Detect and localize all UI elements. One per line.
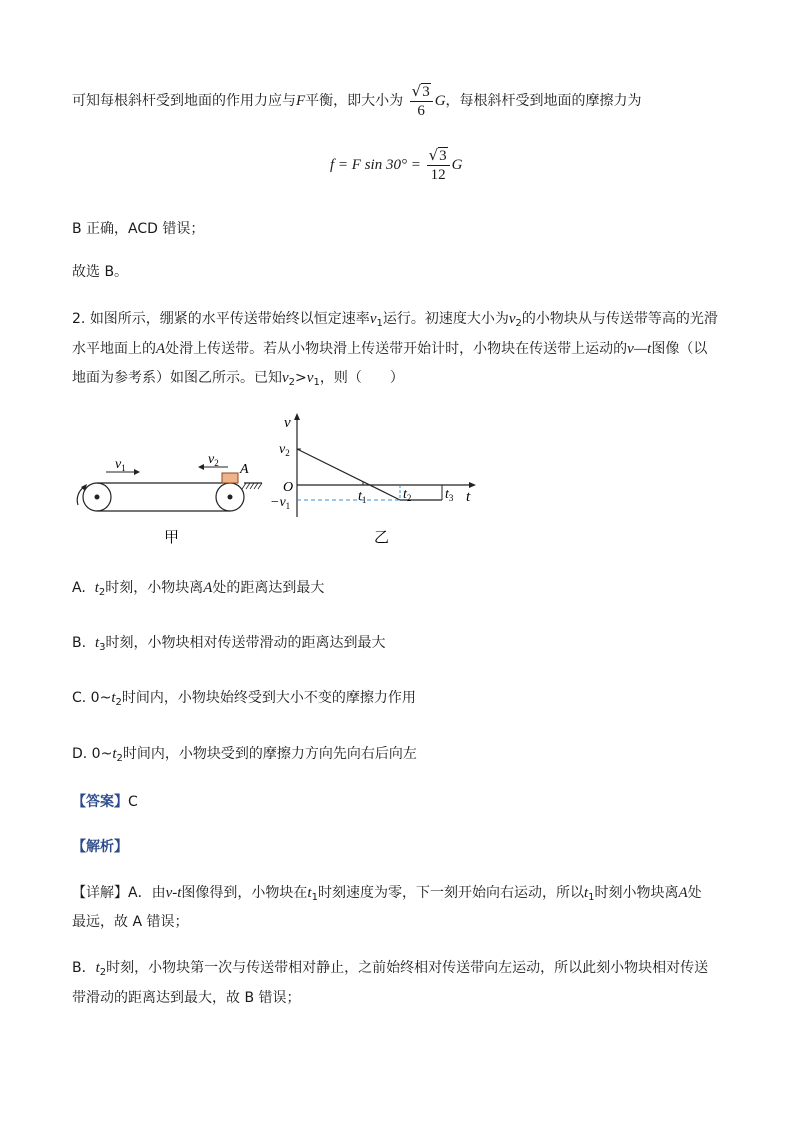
v-axis-arrow (294, 413, 300, 420)
option-b: B. $t_3$时刻，小物块相对传送带滑动的距离达到最大 (72, 635, 386, 653)
text: 平衡，即大小为 (305, 93, 404, 109)
block-A (222, 473, 238, 483)
text: ，每根斜杆受到地面的摩擦力为 (445, 93, 642, 109)
t3-label: $t_3$ (445, 487, 454, 503)
question-line-2: 水平地面上的A处滑上传送带。若从小物块滑上传送带开始计时，小物块在传送带上运动的v—t图像（以 (72, 341, 708, 357)
friction-equation: f = F sin 30° = $\frac{√3}{12}$ G (330, 146, 463, 183)
vt-line-decel (297, 449, 400, 500)
t1-label: $t_1$ (358, 489, 367, 505)
fraction-sqrt3-over-6: $\frac{√3}{6}$ (410, 82, 433, 120)
fraction-sqrt3-over-12: $\frac{√3}{12}$ (427, 146, 450, 184)
answer-value: C (128, 794, 138, 810)
detail-b-line-1: B．$t_2$时刻，小物块第一次与传送带相对静止，之前始终相对传送带向左运动，所以此刻小物块相对传送 (72, 960, 709, 978)
option-a: A. $t_2$时刻，小物块离A处的距离达到最大 (72, 580, 325, 598)
right-pulley-axle (228, 495, 233, 500)
analysis-label: 【解析】 (72, 839, 128, 855)
choose-line: 故选 B。 (72, 264, 129, 280)
solution-line-1 (72, 82, 642, 120)
v1-arrow-head (134, 469, 140, 475)
text: 可知每根斜杆受到地面的作用力应与 (72, 93, 296, 109)
t-axis-label: t (466, 489, 471, 505)
detail-a-line-1: 【详解】A．由v-t图像得到，小物块在$t_1$时刻速度为零，下一刻开始向右运动，所以$t_1$时刻小物块离A处 (72, 885, 702, 903)
v2-arrow-head (198, 464, 204, 470)
question-line-1: 2. 如图所示，绷紧的水平传送带始终以恒定速率$v_1$运行。初速度大小为$v_2$的小物块从与传送带等高的光滑 (72, 311, 718, 329)
left-pulley-axle (95, 495, 100, 500)
neg-v1-label: $-v_1$ (270, 495, 291, 511)
v2-label: $v_2$ (208, 452, 219, 468)
analysis-line (72, 837, 128, 857)
var-G: G (434, 93, 446, 109)
figure-area (60, 405, 490, 550)
t-axis-arrow (469, 482, 476, 488)
conclusion-line: B 正确，ACD 错误； (72, 221, 205, 237)
detail-a-line-2: 最远，故 A 错误； (72, 914, 189, 930)
caption-jia: 甲 (164, 530, 180, 546)
v2-tick-label: $v_2$ (279, 442, 290, 458)
v-axis-label: v (284, 415, 291, 431)
figure-jia-conveyor (77, 452, 262, 546)
question-line-3: 地面为参考系）如图乙所示。已知$v_2>v_1$，则（ ） (72, 370, 404, 388)
origin-label: O (283, 480, 294, 495)
ground-hatch (242, 483, 262, 489)
answer-line (72, 792, 138, 812)
t2-label: $t_2$ (403, 487, 412, 503)
option-c: C. $0\sim t_2$时间内，小物块始终受到大小不变的摩擦力作用 (72, 690, 416, 708)
v1-label: $v_1$ (115, 457, 126, 473)
answer-label: 【答案】 (72, 794, 128, 810)
caption-yi: 乙 (374, 530, 390, 546)
A-label: A (240, 462, 249, 477)
detail-b-line-2: 带滑动的距离达到最大，故 B 错误； (72, 990, 301, 1006)
option-d: D. $0\sim t_2$时间内，小物块受到的摩擦力方向先向右后向左 (72, 746, 417, 764)
figure-yi-vt-graph (270, 413, 476, 546)
var-F: F (296, 93, 306, 109)
